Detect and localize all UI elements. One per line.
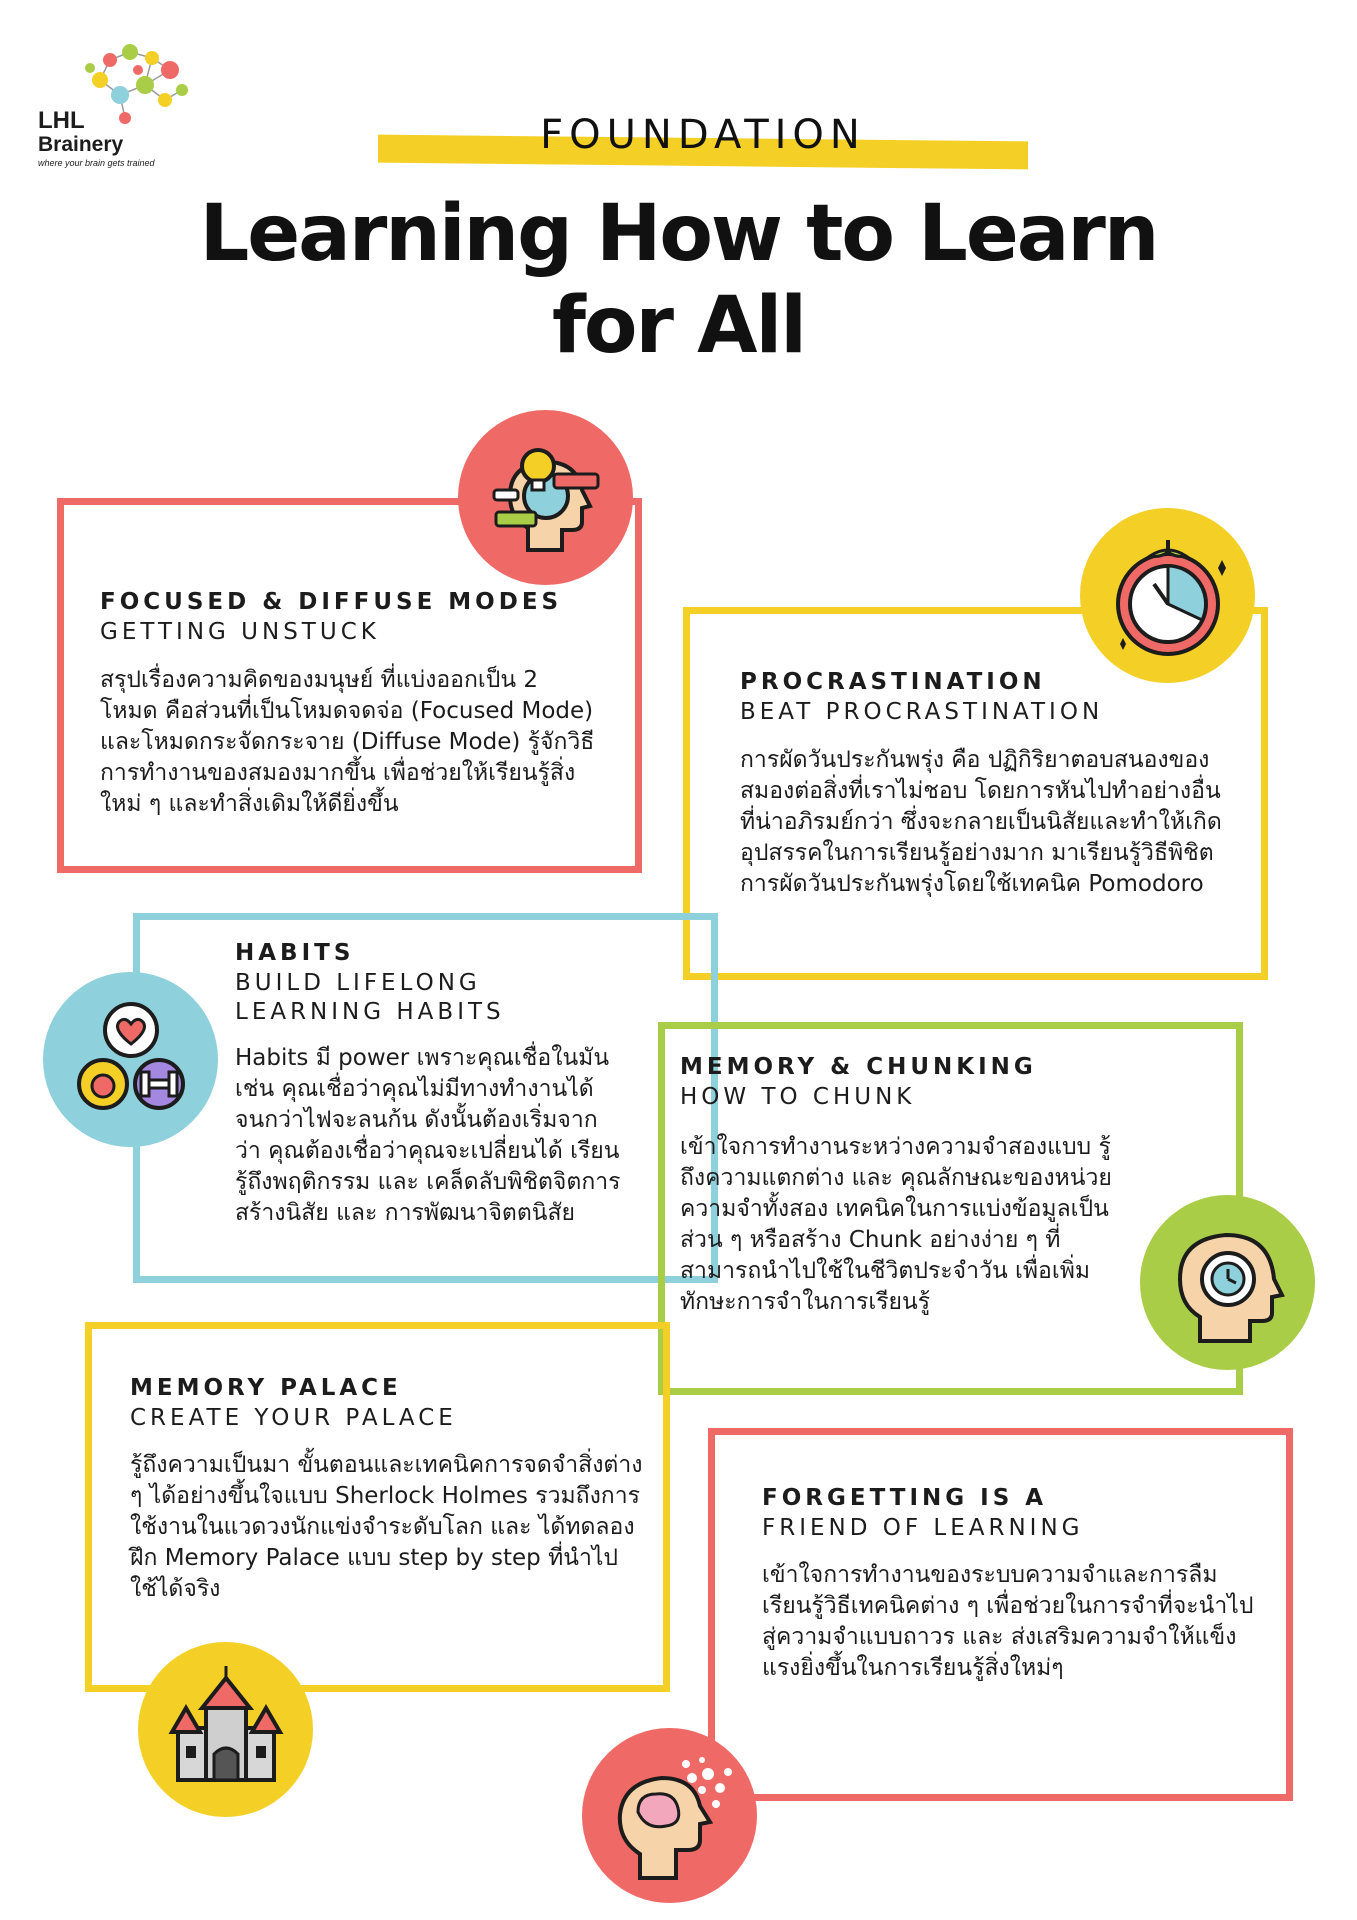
card-memory-palace-heading: MEMORY PALACE — [130, 1375, 402, 1401]
card-forgetting-heading: FORGETTING IS A — [762, 1485, 1048, 1511]
card-memory-palace-icon-circle — [138, 1642, 313, 1817]
card-procrastination-body: การผัดวันประกันพรุ่ง คือ ปฏิกิริยาตอบสนองของสมองต่อสิ่งที่เราไม่ชอบ โดยการหันไปทำอย่างอื่นที่น่าอภิรมย์กว่า ซึ่งจะกลายเป็นนิสัยและทำให้เกิดอุปสรรคในการเรียนรู้อย่างมาก มาเรียนรู้วิธีพิชิตการผัดวันประกันพรุ่งโดยใช้เทคนิค Pomodoro — [740, 747, 1222, 897]
card-habits-subheading-2: LEARNING HABITS — [235, 999, 505, 1025]
card-memory-chunking-body: เข้าใจการทำงานระหว่างความจำสองแบบ รู้ถึงความแตกต่าง และ คุณลักษณะของหน่วยความจำทั้งสอง เทคนิคในการแบ่งข้อมูลเป็นส่วน ๆ หรือสร้าง Chunk อย่างง่าย ๆ ที่สามารถนำไปใช้ในชีวิตประจำวัน เพื่อเพิ่มทักษะการจำในการเรียนรู้ — [680, 1134, 1112, 1315]
head-brain-icon — [582, 1728, 757, 1903]
card-habits-subheading-1: BUILD LIFELONG — [235, 970, 481, 996]
logo-name: LHL — [38, 107, 85, 134]
tomato-timer-icon — [1080, 508, 1255, 683]
card-procrastination-subheading: BEAT PROCRASTINATION — [740, 699, 1104, 725]
card-focused-subheading: GETTING UNSTUCK — [100, 619, 380, 645]
page-title-line-2: for All — [552, 281, 805, 371]
card-procrastination-heading: PROCRASTINATION — [740, 669, 1046, 695]
card-memory-chunking-icon-circle — [1140, 1195, 1315, 1370]
logo-name-2: Brainery — [38, 133, 124, 156]
card-habits-body: Habits มี power เพราะคุณเชื่อในมัน เช่น คุณเชื่อว่าคุณไม่มีทางทำงานได้จนกว่าไฟจะลนก้น ดังนั้นต้องเริ่มจาก ว่า คุณต้องเชื่อว่าคุณจะเปลี่ยนได้ เรียนรู้ถึงพฤติกรรม และ เคล็ดลับพิชิตจิตการสร้างนิสัย และ การพัฒนาจิตตนิสัย — [235, 1045, 621, 1226]
card-habits-icon-circle — [43, 972, 218, 1147]
card-memory-chunking-subheading: HOW TO CHUNK — [680, 1084, 916, 1110]
card-habits-heading: HABITS — [235, 940, 355, 966]
card-memory-palace-subheading: CREATE YOUR PALACE — [130, 1405, 457, 1431]
card-memory-chunking-heading: MEMORY & CHUNKING — [680, 1054, 1037, 1080]
card-focused-body: สรุปเรื่องความคิดของมนุษย์ ที่แบ่งออกเป็น 2 โหมด คือส่วนที่เป็นโหมดจดจ่อ (Focused Mode) และโหมดกระจัดกระจาย (Diffuse Mode) รู้จักวิธีการทำงานของสมองมากขึ้น เพื่อช่วยให้เรียนรู้สิ่งใหม่ ๆ และทำสิ่งเดิมให้ดียิ่งขึ้น — [100, 667, 595, 817]
card-focused-icon-circle — [458, 410, 633, 585]
card-memory-palace-body: รู้ถึงความเป็นมา ขั้นตอนและเทคนิคการจดจำสิ่งต่าง ๆ ได้อย่างขึ้นใจแบบ Sherlock Holmes รวมถึงการใช้งานในแวดวงนักแข่งจำระดับโลก และ ได้ทดลองฝึก Memory Palace แบบ step by step ที่นำไปใช้ได้จริง — [130, 1452, 643, 1602]
kicker: FOUNDATION — [540, 112, 866, 158]
card-focused-heading: FOCUSED & DIFFUSE MODES — [100, 589, 563, 615]
brain-dots-icon — [70, 40, 200, 130]
page-title-line-1: Learning How to Learn — [199, 189, 1158, 279]
head-clock-icon — [1140, 1195, 1315, 1370]
card-forgetting-body: เข้าใจการทำงานของระบบความจำและการลืม เรียนรู้วิธีเทคนิคต่าง ๆ เพื่อช่วยในการจำที่จะนำไปสู่ความจำแบบถาวร และ ส่งเสริมความจำให้แข็งแรงยิ่งขึ้นในการเรียนรู้สิ่งใหม่ๆ — [762, 1562, 1254, 1681]
health-habits-icon — [43, 972, 218, 1147]
logo-tagline: where your brain gets trained — [38, 158, 155, 168]
card-procrastination-icon-circle — [1080, 508, 1255, 683]
card-forgetting-subheading: FRIEND OF LEARNING — [762, 1515, 1084, 1541]
head-lightbulb-icon — [458, 410, 633, 585]
card-forgetting-icon-circle — [582, 1728, 757, 1903]
page-title — [100, 188, 1257, 372]
castle-icon — [138, 1642, 313, 1817]
logo — [30, 40, 200, 175]
